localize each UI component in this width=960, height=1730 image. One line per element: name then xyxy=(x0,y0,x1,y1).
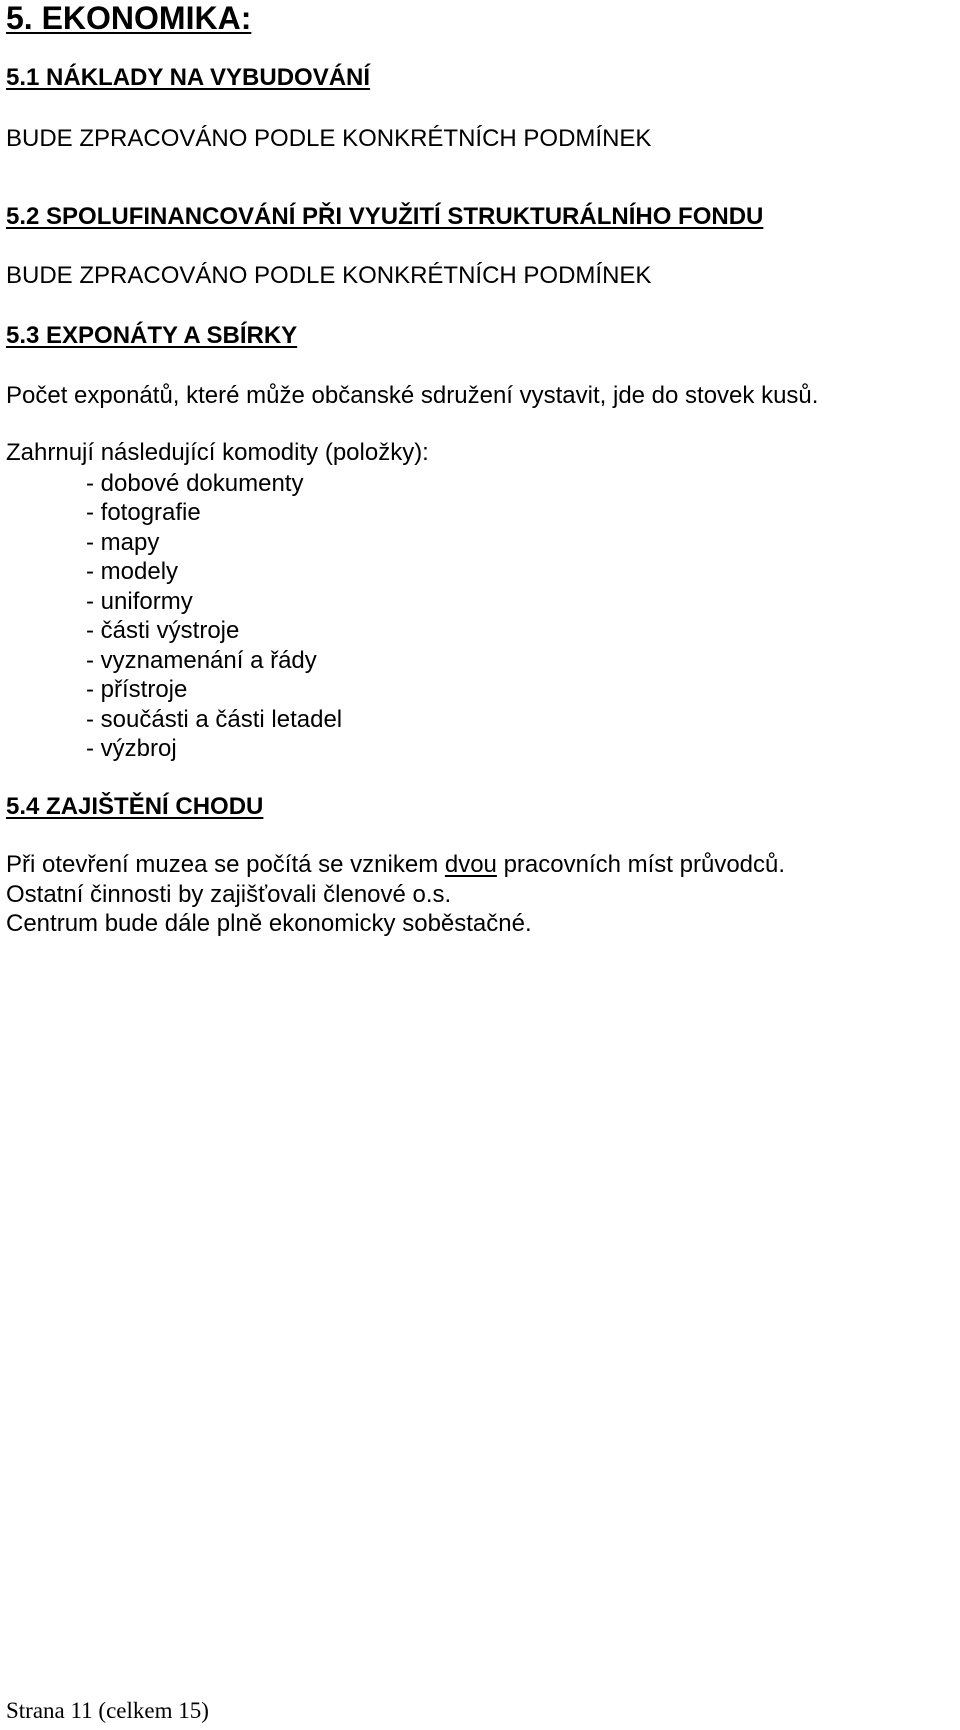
list-item: - mapy xyxy=(86,529,160,556)
list-item: - modely xyxy=(86,558,179,585)
list-item: - fotografie xyxy=(86,499,201,526)
list-item: - součásti a části letadel xyxy=(86,706,343,733)
exhibits-paragraph: Počet exponátů, které může občanské sdružení vystavit, jde do stovek kusů. xyxy=(6,382,819,409)
underlined-word: dvou xyxy=(444,851,497,878)
main-heading: 5. EKONOMIKA: xyxy=(6,0,252,36)
section-heading-5-2: 5.2 SPOLUFINANCOVÁNÍ PŘI VYUŽITÍ STRUKTURÁLNÍHO FONDU xyxy=(6,203,764,230)
section-heading-5-3: 5.3 EXPONÁTY A SBÍRKY xyxy=(6,322,298,349)
operations-line-1-start: Při otevření muzea se počítá se vznikem xyxy=(6,851,445,878)
list-item: - vyznamenání a řády xyxy=(86,647,317,674)
section-text-5-1: BUDE ZPRACOVÁNO PODLE KONKRÉTNÍCH PODMÍNEK xyxy=(6,125,652,152)
section-text-5-2: BUDE ZPRACOVÁNO PODLE KONKRÉTNÍCH PODMÍNEK xyxy=(6,262,652,289)
page-footer: Strana 11 (celkem 15) xyxy=(6,1698,209,1723)
list-item: - uniformy xyxy=(86,588,193,615)
section-heading-5-4: 5.4 ZAJIŠTĚNÍ CHODU xyxy=(6,793,264,820)
list-item: - dobové dokumenty xyxy=(86,470,304,497)
commodities-intro: Zahrnují následující komodity (položky): xyxy=(6,439,429,466)
operations-line-1 xyxy=(6,853,785,877)
list-item: - výzbroj xyxy=(86,735,177,762)
operations-line-3: Centrum bude dále plně ekonomicky soběstačné. xyxy=(6,910,532,937)
section-heading-5-1: 5.1 NÁKLADY NA VYBUDOVÁNÍ xyxy=(6,64,371,91)
operations-line-1-end: pracovních míst průvodců. xyxy=(496,851,786,878)
list-item: - části výstroje xyxy=(86,617,240,644)
operations-line-2: Ostatní činnosti by zajišťovali členové o.s. xyxy=(6,881,452,908)
list-item: - přístroje xyxy=(86,676,188,703)
